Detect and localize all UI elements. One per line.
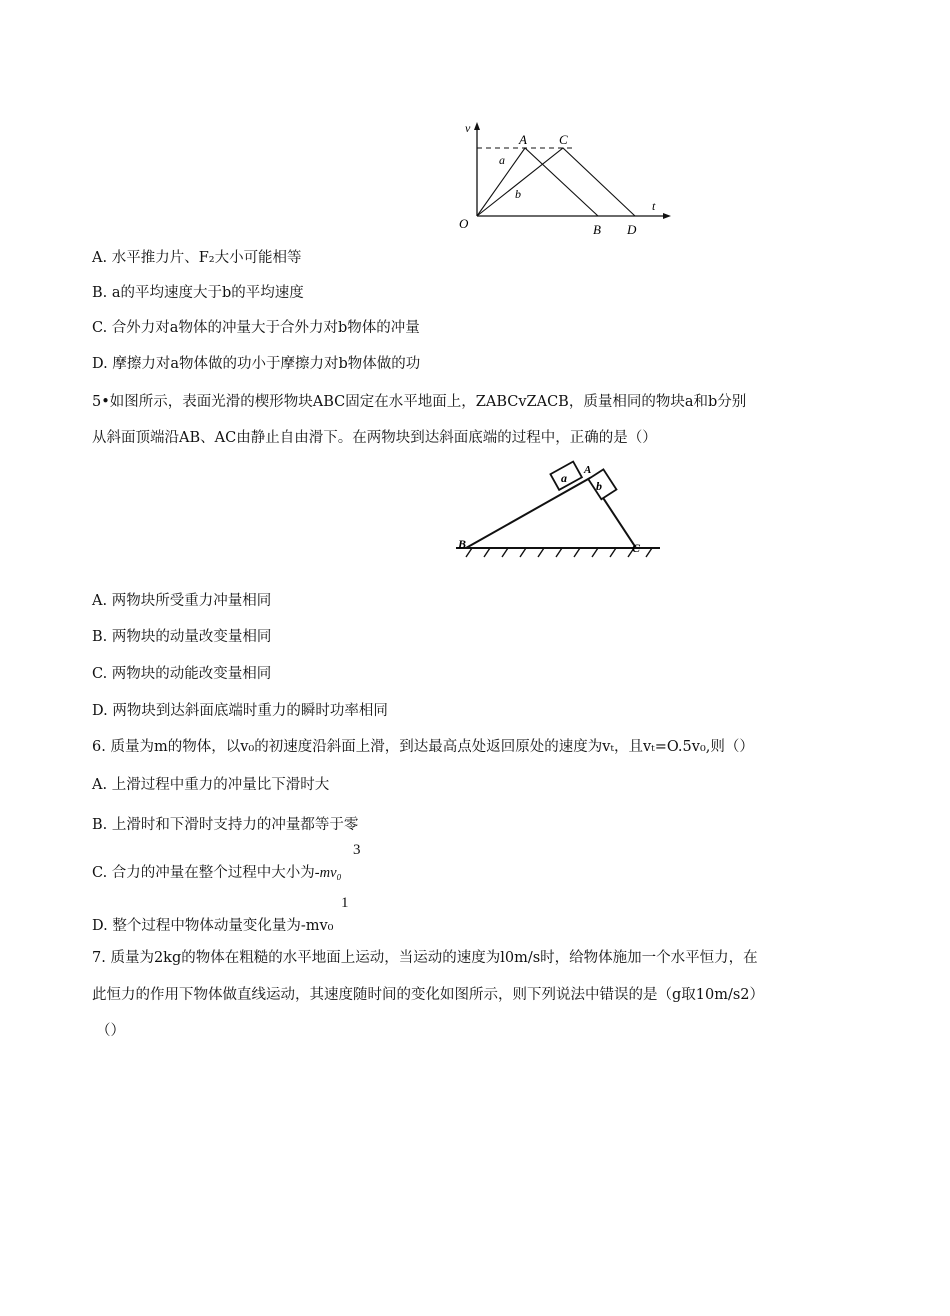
q5-option-b: B. 两物块的动量改变量相同 (92, 629, 272, 645)
q4-option-a: A. 水平推力片、F₂大小可能相等 (92, 250, 302, 266)
vertex-a-label: A (584, 464, 592, 476)
block-a-label: a (561, 471, 567, 485)
q6-option-a: A. 上滑过程中重力的冲量比下滑时大 (92, 777, 330, 793)
q4-option-c: C. 合外力对a物体的冲量大于合外力对b物体的冲量 (92, 320, 420, 336)
line-b-label: b (515, 187, 521, 201)
q6-option-c-text: C. 合力的冲量在整个过程中大小为 (92, 865, 315, 881)
q4-option-d: D. 摩擦力对a物体做的功小于摩擦力对b物体做的功 (92, 356, 421, 372)
q5-stem-line-2: 从斜面顶端沿AB、AC由静止自由滑下。在两物块到达斜面底端的过程中，正确的是（） (92, 430, 657, 446)
q6-stem: 6. 质量为m的物体，以v₀的初速度沿斜面上滑，到达最高点处返回原处的速度为vₜ，且vₜ=O.5v₀,则（） (92, 739, 754, 755)
q6-option-b: B. 上滑时和下滑时支持力的冲量都等于零 (92, 817, 359, 833)
q6-option-c (92, 863, 342, 883)
q6-option-c-expression: -mv₀ (314, 865, 342, 881)
q7-stem-line-3: （） (96, 1023, 125, 1039)
point-c-label: C (559, 132, 568, 147)
q6-option-d: D. 整个过程中物体动量变化量为-mv₀ (92, 918, 334, 934)
q6-option-c-numerator: 3 (353, 842, 361, 858)
point-a-label: A (519, 132, 527, 147)
q5-option-d: D. 两物块到达斜面底端时重力的瞬时功率相同 (92, 703, 388, 719)
vertex-c-label: C (632, 541, 641, 555)
point-d-label: D (627, 222, 637, 237)
q7-stem-line-2: 此恒力的作用下物体做直线运动，其速度随时间的变化如图所示，则下列说法中错误的是（g取10m/s2） (92, 987, 765, 1003)
velocity-time-graph (455, 118, 675, 243)
block-b-label: b (596, 479, 602, 493)
point-b-label: B (593, 222, 601, 237)
q7-stem-line-1: 7. 质量为2kg的物体在粗糙的水平地面上运动，当运动的速度为l0m/s时，给物体施加一个水平恒力，在 (92, 950, 758, 966)
q6-option-d-numerator: 1 (341, 895, 349, 911)
vertex-b-label: B (458, 537, 467, 551)
line-a-label: a (499, 153, 505, 167)
q5-option-a: A. 两物块所受重力冲量相同 (92, 593, 272, 609)
origin-label: O (459, 216, 469, 231)
t-axis-label: t (652, 199, 656, 213)
wedge-figure (450, 460, 670, 565)
v-axis-label: v (465, 121, 471, 135)
q5-option-c: C. 两物块的动能改变量相同 (92, 666, 272, 682)
q4-option-b: B. a的平均速度大于b的平均速度 (92, 285, 304, 301)
q5-stem-line-1: 5•如图所示，表面光滑的楔形物块ABC固定在水平地面上，ZABCvZACB，质量相同的物块a和b分别 (92, 394, 747, 410)
